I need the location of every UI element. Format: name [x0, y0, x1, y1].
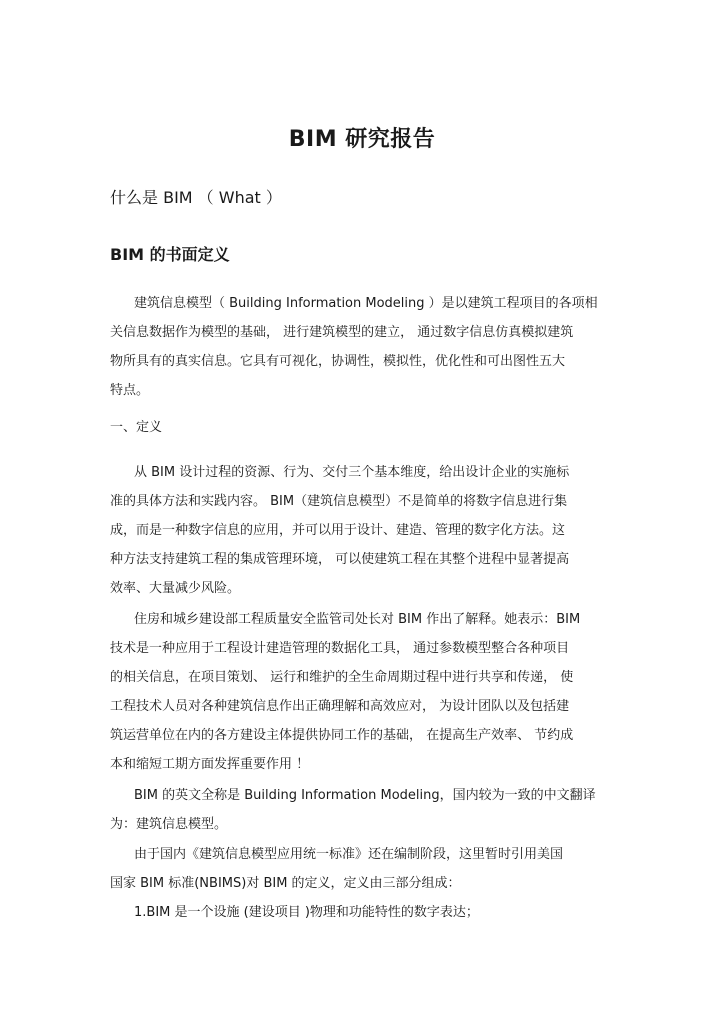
paragraph-english-name — [110, 781, 620, 839]
paragraph-line: 筑运营单位在内的各方建设主体提供协同工作的基础， 在提高生产效率、 节约成 — [110, 728, 574, 743]
paragraph-line: 特点。 — [110, 383, 150, 398]
list-item-definition-1 — [110, 898, 620, 927]
document-title: BIM 研究报告 — [288, 127, 436, 152]
paragraph-line: 的相关信息，在项目策划、 运行和维护的全生命周期过程中进行共享和传递， 使 — [110, 670, 574, 685]
paragraph-line: 技术是一种应用于工程设计建造管理的数据化工具， 通过参数模型整合各种项目 — [110, 641, 570, 656]
paragraph-line: 准的具体方法和实践内容。 BIM（建筑信息模型）不是简单的将数字信息进行集 — [110, 494, 568, 509]
paragraph-definition — [110, 289, 620, 405]
paragraph-line: 本和缩短工期方面发挥重要作用 ！ — [110, 757, 310, 772]
paragraph-line: 物所具有的真实信息。它具有可视化，协调性，模拟性，优化性和可出图性五大 — [110, 354, 566, 369]
paragraph-line: 种方法支持建筑工程的集成管理环境， 可以使建筑工程在其整个进程中显著提高 — [110, 552, 570, 567]
section-heading-definition: 一、定义 — [110, 420, 163, 435]
heading-what-is-bim: 什么是 BIM （ What ） — [110, 188, 282, 207]
paragraph-line: 建筑信息模型（ Building Information Modeling ）是以建筑工程项目的各项相 — [134, 296, 598, 311]
list-item-text: 1.BIM 是一个设施 (建设项目 )物理和功能特性的数字表达； — [134, 905, 479, 920]
paragraph-line: 为：建筑信息模型。 — [110, 817, 228, 832]
paragraph-ministry-explanation — [110, 605, 620, 779]
paragraph-domestic-standard — [110, 840, 620, 898]
paragraph-line: BIM 的英文全称是 Building Information Modeling，国内较为一致的中文翻译 — [134, 788, 596, 803]
paragraph-line: 从 BIM 设计过程的资源、行为、交付三个基本维度，给出设计企业的实施标 — [134, 465, 570, 480]
paragraph-line: 国家 BIM 标准(NBIMS)对 BIM 的定义，定义由三部分组成： — [110, 876, 461, 891]
heading-bim-definition: BIM 的书面定义 — [110, 245, 230, 264]
paragraph-line: 成，而是一种数字信息的应用，并可以用于设计、建造、管理的数字化方法。这 — [110, 523, 566, 538]
paragraph-line: 住房和城乡建设部工程质量安全监管司处长对 BIM 作出了解释。她表示：BIM — [134, 612, 581, 627]
paragraph-line: 效率、大量减少风险。 — [110, 581, 241, 596]
paragraph-line: 由于国内《建筑信息模型应用统一标准》还在编制阶段，这里暂时引用美国 — [134, 847, 564, 862]
paragraph-design-dimensions — [110, 458, 620, 603]
paragraph-line: 关信息数据作为模型的基础， 进行建筑模型的建立， 通过数字信息仿真模拟建筑 — [110, 325, 574, 340]
paragraph-line: 工程技术人员对各种建筑信息作出正确理解和高效应对， 为设计团队以及包括建 — [110, 699, 570, 714]
